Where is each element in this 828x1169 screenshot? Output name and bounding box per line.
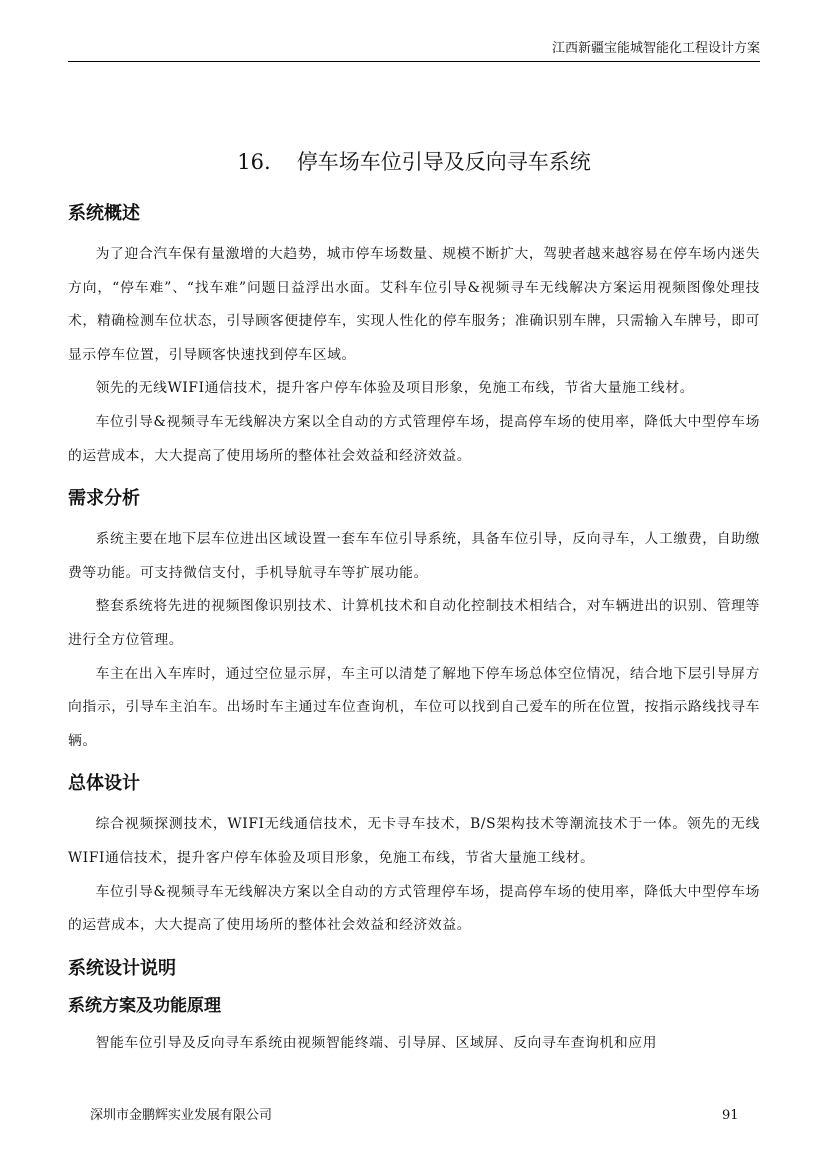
page-title <box>68 147 760 177</box>
paragraph: 领先的无线WIFI通信技术，提升客户停车体验及项目形象，免施工布线，节省大量施工线材。 <box>95 380 695 397</box>
section-heading: 系统设计说明 <box>68 957 176 979</box>
paragraph: 车主在出入车库时，通过空位显示屏，车主可以清楚了解地下停车场总体空位情况，结合地下层引导屏方向指示，引导车主泊车。出场时车主通过车位查询机，车位可以找到自己爱车的所在位置，按指示路线找寻车辆。 <box>68 665 760 749</box>
paragraph: 车位引导&视频寻车无线解决方案以全自动的方式管理停车场，提高停车场的使用率，降低大中型停车场的运营成本，大大提高了使用场所的整体社会效益和经济效益。 <box>68 413 760 464</box>
footer-company: 深圳市金鹏辉实业发展有限公司 <box>90 1108 273 1123</box>
section-heading: 系统概述 <box>68 203 140 224</box>
section-overall-design <box>68 770 760 942</box>
subsection-heading: 系统方案及功能原理 <box>68 995 221 1016</box>
paragraph: 智能车位引导及反向寻车系统由视频智能终端、引导屏、区域屏、反向寻车查询机和应用 <box>95 1034 658 1051</box>
document-body <box>68 200 760 1072</box>
section-requirements <box>68 485 760 758</box>
section-heading: 需求分析 <box>68 488 140 510</box>
section-overview <box>68 200 760 473</box>
section-design-notes <box>68 955 760 1061</box>
page-number: 91 <box>722 1108 739 1123</box>
header-rule <box>68 61 760 62</box>
paragraph: 系统主要在地下层车位进出区域设置一套车车位引导系统，具备车位引导，反向寻车，人工缴费，自助缴费等功能。可支持微信支付，手机导航寻车等扩展功能。 <box>68 531 760 581</box>
paragraph: 车位引导&视频寻车无线解决方案以全自动的方式管理停车场，提高停车场的使用率，降低大中型停车场的运营成本，大大提高了使用场所的整体社会效益和经济效益。 <box>68 883 760 934</box>
running-header: 江西新疆宝能城智能化工程设计方案 <box>551 41 760 56</box>
section-title: 停车场车位引导及反向寻车系统 <box>296 150 591 175</box>
paragraph: 综合视频探测技术，WIFI无线通信技术，无卡寻车技术，B/S架构技术等潮流技术于一体。领先的无线WIFI通信技术，提升客户停车体验及项目形象，免施工布线，节省大量施工线材。 <box>68 816 760 866</box>
paragraph: 整套系统将先进的视频图像识别技术、计算机技术和自动化控制技术相结合，对车辆进出的识别、管理等进行全方位管理。 <box>68 598 760 648</box>
section-heading: 总体设计 <box>68 773 140 795</box>
section-number: 16. <box>237 150 271 175</box>
paragraph: 为了迎合汽车保有量激增的大趋势，城市停车场数量、规模不断扩大，驾驶者越来越容易在停车场内迷失方向，“停车难”、“找车难”问题日益浮出水面。艾科车位引导&视频寻车无线解决方案运用视频图像处理技术，精确检测车位状态，引导顾客便捷停车，实现人性化的停车服务；准确识别车牌，只需输入车牌号，即可显示停车位置，引导顾客快速找到停车区域。 <box>68 246 760 363</box>
